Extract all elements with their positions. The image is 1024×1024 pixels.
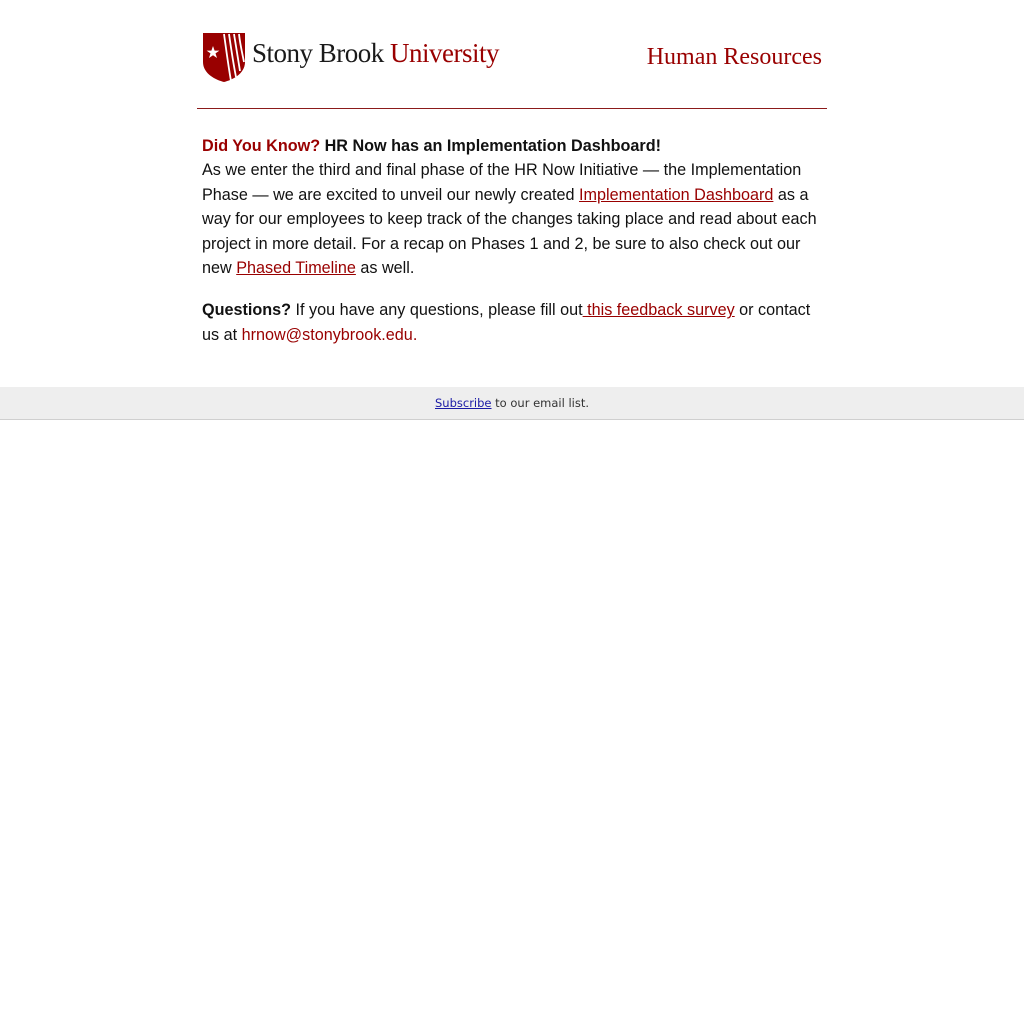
subscribe-footer-text: to our email list. — [491, 396, 589, 410]
announcement-text-1: As we enter the third and final phase of the HR Now Initiative — the Implementation Phase — we are excited to unveil our newly created — [202, 161, 802, 204]
questions-text-1: If you have any questions, please fill out — [291, 301, 583, 320]
questions-paragraph — [202, 298, 827, 347]
university-name — [252, 38, 499, 69]
logo-name-part1: Stony Brook — [252, 38, 391, 68]
logo-name-part2: University — [390, 38, 500, 68]
questions-text-2: or contact us at — [202, 301, 811, 344]
questions-text-3: . — [412, 325, 418, 344]
announcement-paragraph — [202, 134, 827, 280]
subscribe-footer — [0, 387, 1024, 420]
implementation-dashboard-link[interactable]: Implementation Dashboard — [579, 185, 774, 204]
subscribe-link[interactable]: Subscribe — [435, 396, 492, 410]
announcement-text-2: as a way for our employees to keep track of the changes taking place and read about each project in more detail. For a recap on Phases 1 and 2, be sure to also check out our new — [202, 185, 817, 278]
email-body — [202, 134, 827, 347]
feedback-survey-link[interactable]: this feedback survey — [582, 301, 735, 320]
university-logo[interactable] — [202, 32, 502, 84]
phased-timeline-link[interactable]: Phased Timeline — [236, 259, 356, 278]
shield-icon — [202, 32, 246, 82]
department-title: Human Resources — [646, 44, 822, 70]
questions-label: Questions? — [202, 301, 292, 320]
email-link[interactable]: hrnow@stonybrook.edu — [241, 325, 413, 344]
did-you-know-label: Did You Know? — [202, 137, 321, 155]
announcement-text-3: as well. — [355, 259, 415, 278]
announcement-headline: HR Now has an Implementation Dashboard! — [320, 137, 661, 155]
email-header — [197, 0, 827, 109]
